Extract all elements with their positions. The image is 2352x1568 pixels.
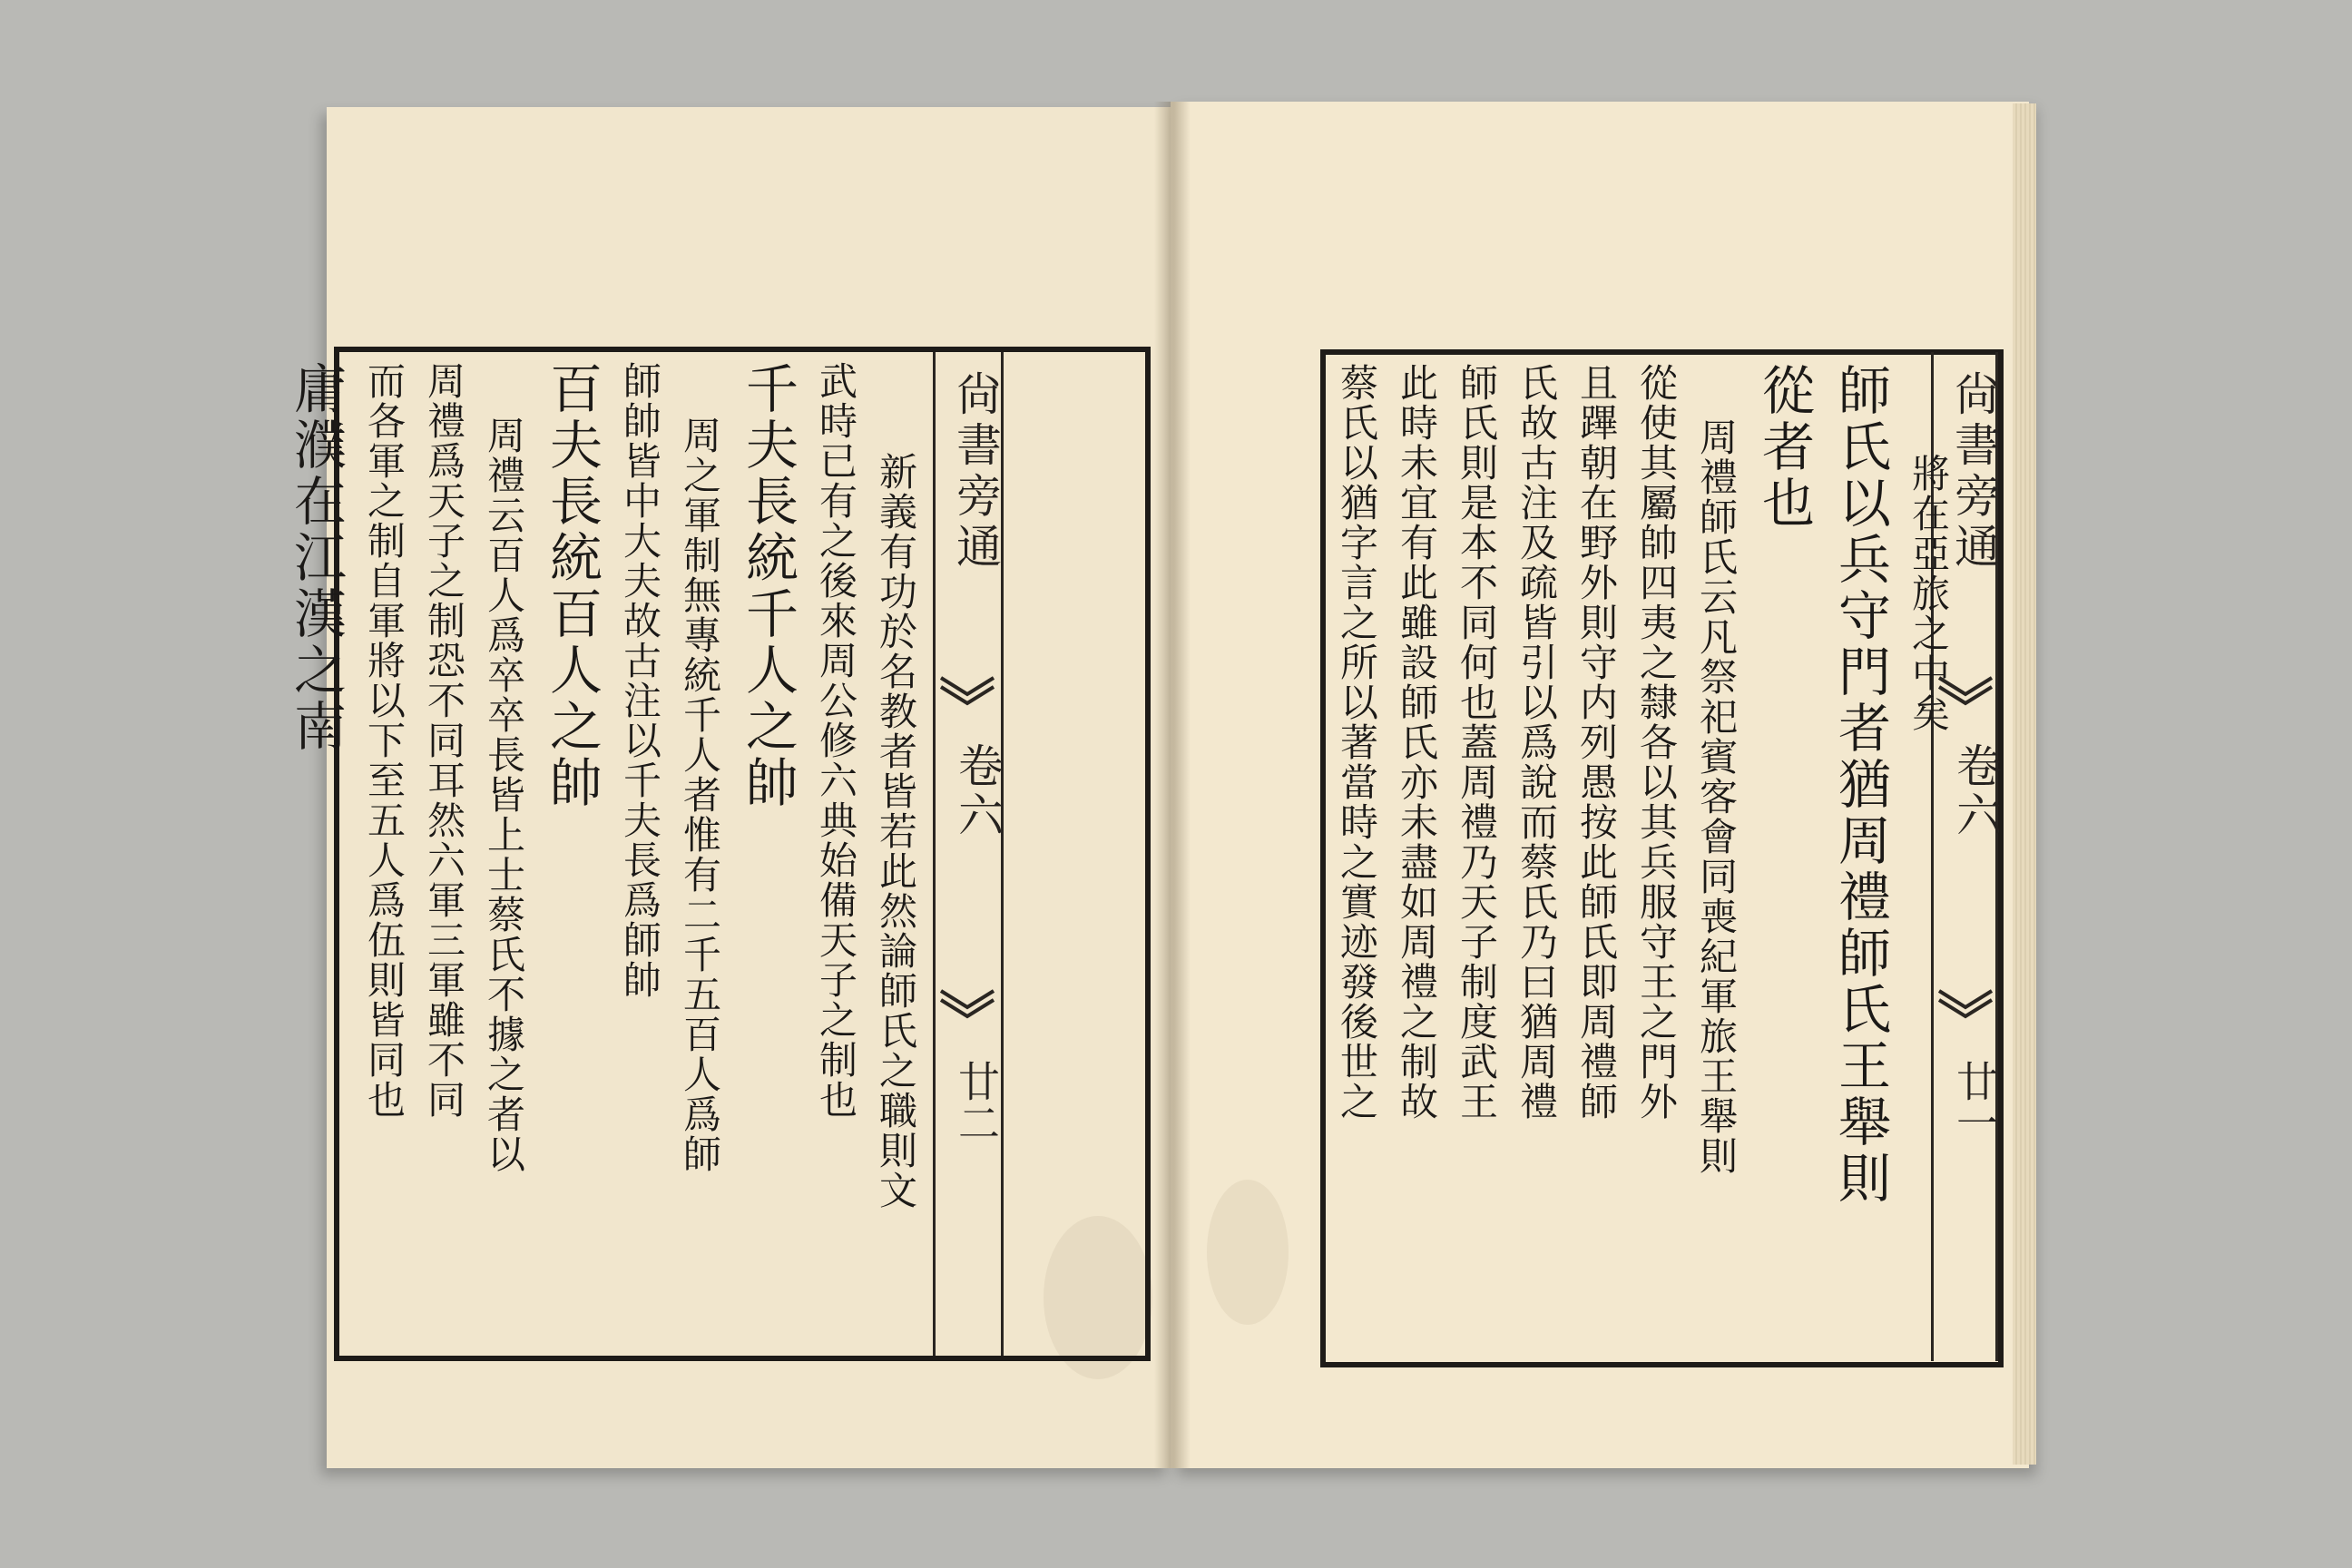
fishtail-mark-icon: [939, 674, 995, 710]
text-column: 周禮爲天子之制恐不同耳然六軍三軍雖不同: [422, 361, 466, 1120]
gutter-volume: 卷六: [1949, 742, 2002, 840]
gutter-volume: 卷六: [951, 742, 1004, 840]
text-column-heading: 從者也: [1753, 363, 1815, 532]
text-column: 武時已有之後來周公修六典始備天子之制也: [814, 361, 858, 1120]
text-column-heading: 庸濮在江漢之南: [285, 361, 347, 755]
text-column: 師帥皆中大夫故古注以千夫長爲師帥: [618, 361, 662, 1000]
text-column-heading: 百夫長統百人之帥: [541, 361, 603, 811]
text-column: 周之軍制無專統千人者惟有二千五百人爲師: [678, 416, 722, 1174]
text-column: 新義有功於名教者皆若此然論師氏之職則文: [874, 452, 918, 1210]
text-column: 且蹕朝在野外則守内列愚按此師氏即周禮師: [1574, 363, 1619, 1122]
text-column: 氏故古注及疏皆引以爲說而蔡氏乃曰猶周禮: [1514, 363, 1559, 1122]
text-column: 師氏則是本不同何也蓋周禮乃天子制度武王: [1455, 363, 1499, 1122]
text-column: 將在亞旅之中矣: [1906, 454, 1951, 733]
gutter-title: 尙書旁通: [949, 370, 1002, 573]
text-column-heading: 師氏以兵守門者猶周禮師氏王舉則: [1829, 363, 1891, 1207]
text-column: 從使其屬帥四夷之隸各以其兵服守王之門外: [1634, 363, 1679, 1122]
fishtail-mark-icon: [939, 987, 995, 1024]
book-spine: [1154, 102, 1191, 1468]
text-column-heading: 千夫長統千人之帥: [737, 361, 799, 811]
text-column: 周禮云百人爲卒卒長皆上士蔡氏不據之者以: [482, 416, 526, 1174]
left-gutter-center: [933, 352, 1004, 1356]
gutter-folio: 廿二: [952, 1060, 1001, 1143]
text-column: 蔡氏以猶字言之所以著當時之實迹發後世之: [1335, 363, 1379, 1122]
gutter-title: 尙書旁通: [1947, 370, 2000, 573]
page-edges: [2013, 103, 2036, 1465]
text-column: 而各軍之制自軍將以下至五人爲伍則皆同也: [362, 361, 407, 1120]
left-body-text: [285, 361, 926, 1350]
paper-stain: [1207, 1180, 1289, 1325]
text-column: 此時未宜有此雖設師氏亦未盡如周禮之制故: [1395, 363, 1439, 1122]
right-body-text: [1332, 363, 1958, 1356]
gutter-folio: 廿一: [1950, 1060, 1999, 1143]
text-column: 周禮師氏云凡祭祀賓客會同喪紀軍旅王舉則: [1694, 417, 1739, 1176]
